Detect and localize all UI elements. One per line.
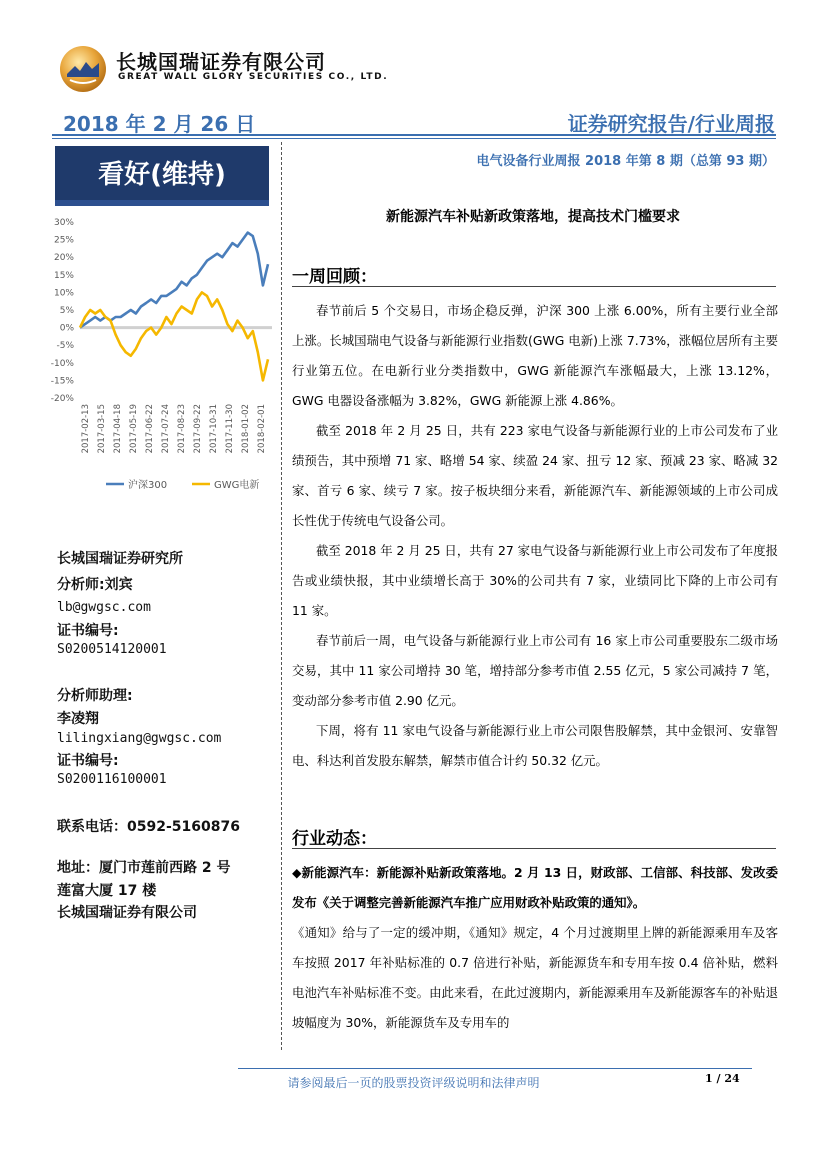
y-tick-label: -5% (56, 341, 74, 352)
y-tick-label: 5% (59, 306, 74, 316)
x-tick-label: 2017-10-31 (209, 404, 219, 454)
section-rule (292, 286, 776, 287)
assistant-email[interactable]: lilingxiang@gwgsc.com (57, 731, 222, 746)
performance-chart (50, 206, 276, 496)
y-tick-label: 20% (53, 253, 74, 264)
issue-title: 电气设备行业周报 2018 年第 8 期（总第 93 期） (476, 154, 775, 169)
cert-label-2: 证书编号: (57, 753, 119, 769)
x-tick-label: 2017-06-22 (145, 404, 155, 454)
x-tick-label: 2018-01-02 (241, 404, 251, 454)
y-tick-label: -15% (50, 376, 74, 387)
weekly-review-body (292, 296, 778, 776)
page-number: 1 / 24 (705, 1072, 740, 1085)
rating-box (55, 146, 269, 206)
news-lead: ◆新能源汽车：新能源补贴新政策落地。2 月 13 日，财政部、工信部、科技部、发改委发布《关于调整完善新能源汽车推广应用财政补贴政策的通知》。 (292, 865, 778, 910)
institute-name: 长城国瑞证券研究所 (57, 551, 183, 567)
series-line (80, 233, 268, 328)
y-tick-label: 25% (53, 235, 74, 246)
series-line (80, 292, 268, 380)
analyst-email[interactable]: lb@gwgsc.com (57, 600, 151, 615)
x-tick-label: 2017-02-13 (81, 404, 91, 454)
analyst-label: 分析师:刘宾 (57, 577, 133, 593)
y-tick-label: 10% (53, 288, 74, 299)
section-title-weekly-review: 一周回顾： (292, 267, 377, 287)
x-tick-label: 2017-07-24 (161, 404, 171, 454)
paragraph: 截至 2018 年 2 月 25 日，共有 223 家电气设备与新能源行业的上市公司发布了业绩预告，其中预增 71 家、略增 54 家、续盈 24 家、扭亏 12 家、预减 23 家、略减 32 家、首亏 6 家、续亏 7 家。按子板块细分来看，新能源汽车、新能源领域的上市公司成长性优于传统电气设备公司。 (292, 423, 778, 528)
industry-news-body (292, 858, 778, 1038)
footer-divider (238, 1068, 752, 1069)
section-title-industry-news: 行业动态： (292, 829, 377, 849)
paragraph: 截至 2018 年 2 月 25 日，共有 27 家电气设备与新能源行业上市公司发布了年度报告或业绩快报，其中业绩增长高于 30%的公司共有 7 家，业绩同比下降的上市公司有 11 家。 (292, 543, 778, 618)
y-tick-label: 30% (53, 218, 74, 228)
section-rule (292, 848, 776, 849)
address-line-2: 莲富大厦 17 楼 (57, 883, 157, 899)
report-type: 证券研究报告/行业周报 (567, 112, 775, 136)
assistant-label: 分析师助理: (57, 688, 133, 704)
header-divider-thin (52, 138, 776, 139)
footer-disclaimer: 请参阅最后一页的股票投资评级说明和法律声明 (287, 1076, 540, 1090)
report-date: 2018 年 2 月 26 日 (63, 112, 256, 136)
address-line-1: 地址：厦门市莲前西路 2 号 (57, 860, 231, 876)
cert-number: S0200514120001 (57, 642, 167, 657)
legend-label: 沪深300 (128, 480, 168, 491)
contact-phone: 联系电话：0592-5160876 (57, 819, 240, 835)
column-divider (281, 142, 282, 1050)
y-tick-label: 0% (59, 323, 74, 334)
y-tick-label: -20% (50, 394, 74, 404)
paragraph: 下周，将有 11 家电气设备与新能源行业上市公司限售股解禁，其中金银河、安靠智电、科达利首发股东解禁，解禁市值合计约 50.32 亿元。 (292, 723, 778, 768)
company-name-en: GREAT WALL GLORY SECURITIES CO., LTD. (118, 72, 389, 82)
x-tick-label: 2017-03-15 (97, 404, 107, 454)
assistant-name: 李凌翔 (57, 711, 99, 727)
x-tick-label: 2017-04-18 (113, 404, 123, 454)
paragraph: 春节前后一周，电气设备与新能源行业上市公司有 16 家上市公司重要股东二级市场交易，其中 11 家公司增持 30 笔，增持部分参考市值 2.55 亿元，5 家公司减持 7 笔，变动部分参考市值 2.90 亿元。 (292, 633, 778, 708)
x-tick-label: 2018-02-01 (257, 404, 267, 454)
paragraph: 春节前后 5 个交易日，市场企稳反弹，沪深 300 上涨 6.00%，所有主要行业全部上涨。长城国瑞电气设备与新能源行业指数(GWG 电新)上涨 7.73%，涨幅位居所有主要行业第五位。在电新行业分类指数中，GWG 新能源汽车涨幅最大，上涨 13.12%，GWG 电器设备涨幅为 3.82%，GWG 新能源上涨 4.86%。 (292, 303, 778, 408)
x-tick-label: 2017-08-23 (177, 404, 187, 454)
company-logo (58, 44, 108, 94)
report-title: 新能源汽车补贴新政策落地，提高技术门槛要求 (386, 209, 680, 225)
header-divider (52, 134, 776, 136)
x-tick-label: 2017-05-19 (129, 404, 139, 454)
x-tick-label: 2017-11-30 (225, 404, 235, 454)
cert-label: 证书编号: (57, 623, 119, 639)
company-name-cn: 长城国瑞证券有限公司 (116, 50, 326, 74)
cert-number-2: S0200116100001 (57, 772, 167, 787)
y-tick-label: -10% (50, 358, 74, 369)
paragraph: 《通知》给与了一定的缓冲期，《通知》规定，4 个月过渡期里上牌的新能源乘用车及客车按照 2017 年补贴标准的 0.7 倍进行补贴，新能源货车和专用车按 0.4 倍补贴，燃料电池汽车补贴标准不变。由此来看，在此过渡期内，新能源乘用车及新能源客车的补贴退坡幅度为 30%，新能源货车及专用车的 (292, 925, 778, 1030)
address-line-3: 长城国瑞证券有限公司 (57, 905, 197, 921)
y-tick-label: 15% (53, 270, 74, 281)
legend-label: GWG电新 (214, 480, 260, 491)
x-tick-label: 2017-09-22 (193, 404, 203, 454)
rating-label: 看好(维持) (98, 160, 226, 190)
